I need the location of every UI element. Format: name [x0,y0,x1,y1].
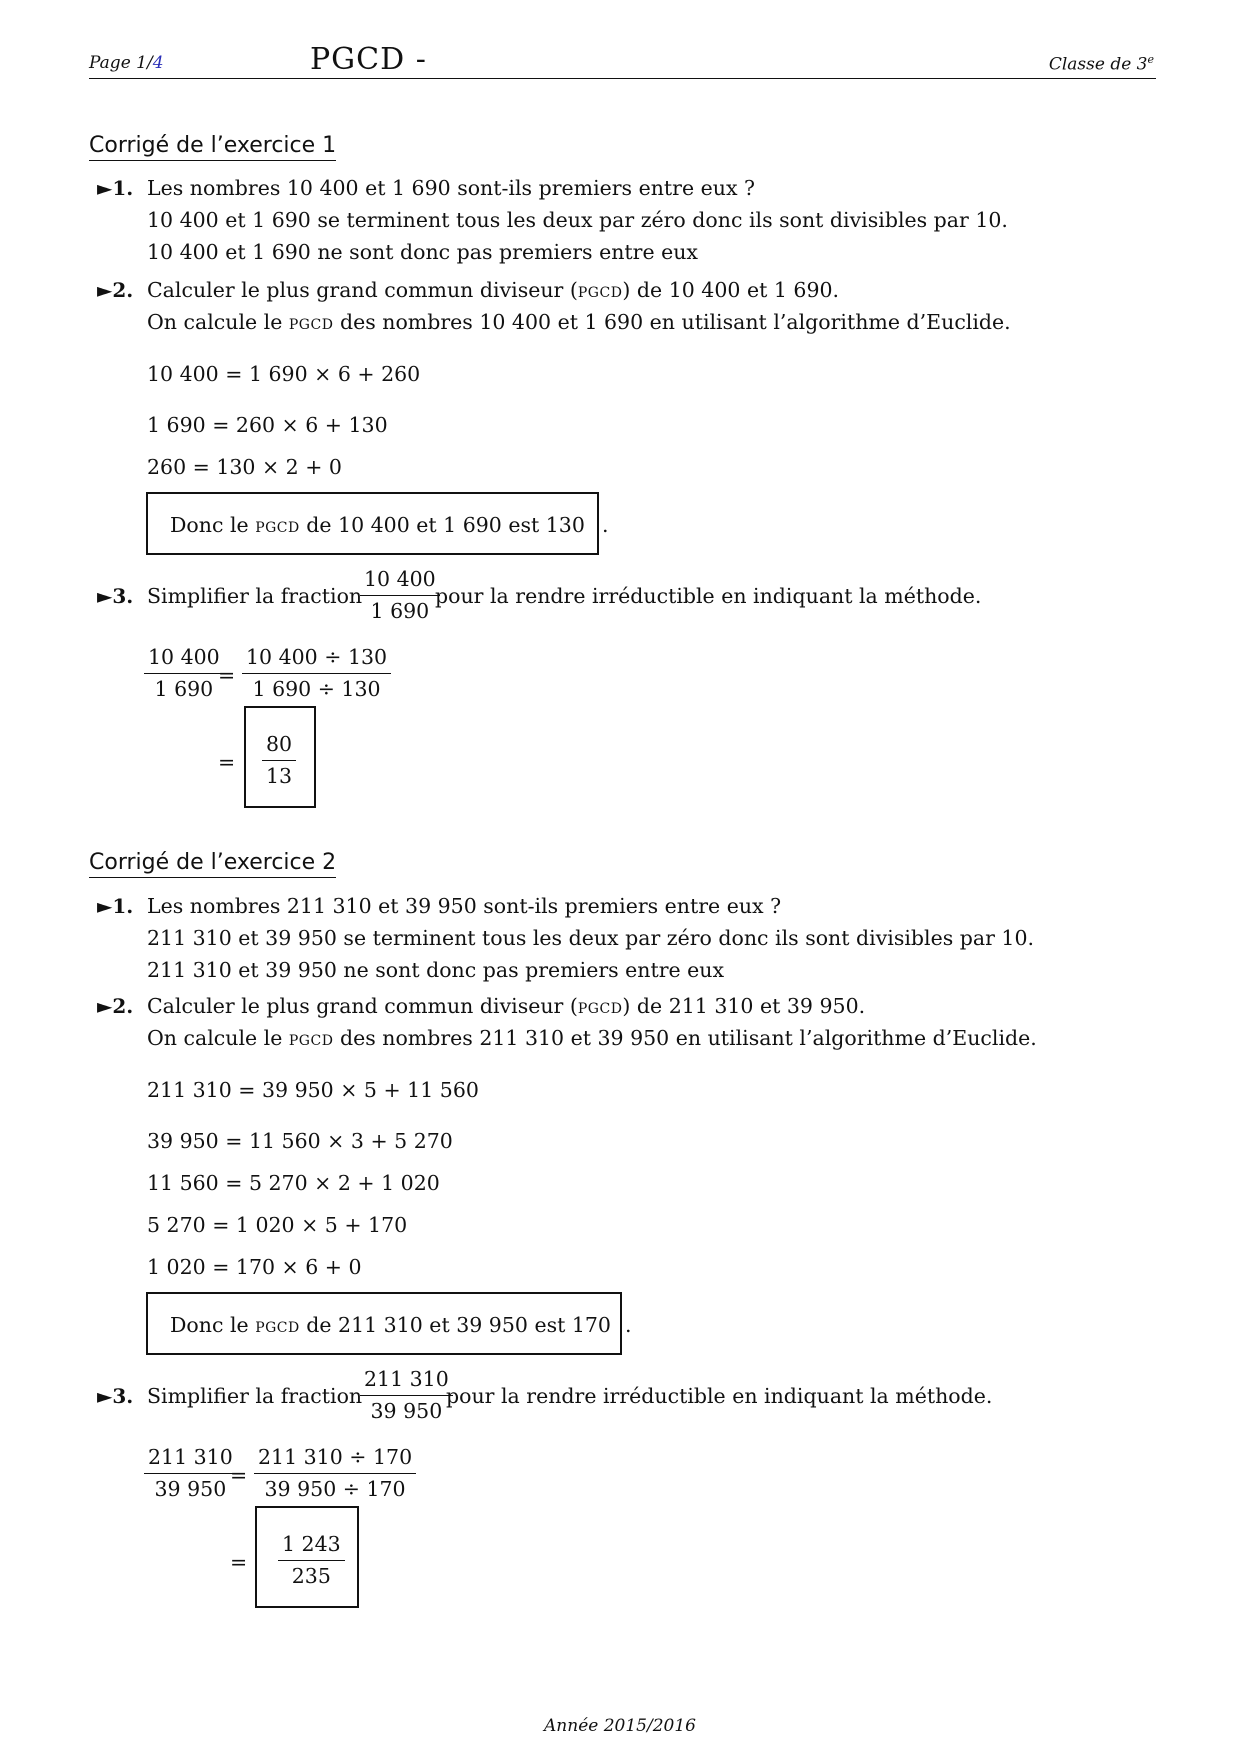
ex1-euclid-step: 10 400 = 1 690 × 6 + 260 [147,362,421,386]
ex2-q2-intro: On calcule le pgcd des nombres 211 310 et 39 950 en utilisant l’algorithme d’Euclide. [147,1026,1037,1050]
ex1-conclusion-period: . [602,513,609,537]
ex1-q2-intro: On calcule le pgcd des nombres 10 400 et 1 690 en utilisant l’algorithme d’Euclide. [147,310,1011,334]
ex1-q3-question-end: pour la rendre irréductible en indiquant la méthode. [435,584,982,608]
ex1-euclid-step: 1 690 = 260 × 6 + 130 [147,413,388,437]
ex2-equals-sign: = [230,1550,248,1574]
ex2-q1-question: Les nombres 211 310 et 39 950 sont-ils premiers entre eux ? [147,894,782,918]
ex2-result-fraction: $\frac{1 243}{235}$ [278,1532,345,1588]
ex1-q2-marker: ►2. [97,278,134,302]
exercise-1-title: Corrigé de l’exercice 1 [89,133,336,161]
ex1-conclusion: Donc le pgcd de 10 400 et 1 690 est 130 [170,513,585,537]
ex1-result-fraction: $\frac{80}{13}$ [262,732,296,788]
ex1-q3-marker: ►3. [97,584,134,608]
page-title: PGCD - [310,42,427,77]
ex2-equals-sign: = [230,1463,248,1487]
class-label: Classe de 3e [1048,53,1154,75]
ex1-q1-marker: ►1. [97,176,134,200]
ex2-q3-fraction: $\frac{211 310}{39 950}$ [360,1367,453,1423]
ex1-q1-answer-line: 10 400 et 1 690 se terminent tous les deux par zéro donc ils sont divisibles par 10. [147,208,1008,232]
ex2-conclusion: Donc le pgcd de 211 310 et 39 950 est 170 [170,1313,611,1337]
ex2-conclusion-period: . [625,1313,632,1337]
ex1-fraction-original: $\frac{10 400}{1 690}$ [144,645,224,701]
ex1-equals-sign: = [218,663,236,687]
ex1-q1-answer-line: 10 400 et 1 690 ne sont donc pas premiers entre eux [147,240,698,264]
page-total-link[interactable]: 4 [152,53,164,73]
ex2-euclid-step: 39 950 = 11 560 × 3 + 5 270 [147,1129,453,1153]
exercise-2-title: Corrigé de l’exercice 2 [89,850,336,878]
ex1-q2-question: Calculer le plus grand commun diviseur (pgcd) de 10 400 et 1 690. [147,278,840,302]
footer-year: Année 2015/2016 [544,1716,696,1736]
ex1-q3-question-start: Simplifier la fraction [147,584,363,608]
ex1-euclid-step: 260 = 130 × 2 + 0 [147,455,342,479]
ex2-q3-marker: ►3. [97,1384,134,1408]
ex2-fraction-divided: $\frac{211 310 \div 170}{39 950 \div 170}$ [254,1445,416,1501]
ex2-q3-question-start: Simplifier la fraction [147,1384,363,1408]
ex2-q1-marker: ►1. [97,894,134,918]
ex2-euclid-step: 11 560 = 5 270 × 2 + 1 020 [147,1171,440,1195]
ex2-fraction-original: $\frac{211 310}{39 950}$ [144,1445,237,1501]
ex2-q2-question: Calculer le plus grand commun diviseur (pgcd) de 211 310 et 39 950. [147,994,866,1018]
ex1-equals-sign: = [218,750,236,774]
ex2-q3-question-end: pour la rendre irréductible en indiquant la méthode. [446,1384,993,1408]
ex2-q2-marker: ►2. [97,994,134,1018]
ex1-q3-fraction: $\frac{10 400}{1 690}$ [360,567,440,623]
header-rule [89,78,1156,79]
ex1-q1-question: Les nombres 10 400 et 1 690 sont-ils premiers entre eux ? [147,176,756,200]
ex2-q1-answer-line: 211 310 et 39 950 se terminent tous les deux par zéro donc ils sont divisibles par 10. [147,926,1035,950]
ex2-euclid-step: 1 020 = 170 × 6 + 0 [147,1255,362,1279]
page-indicator: Page 1/4 [89,53,164,73]
ex2-euclid-step: 211 310 = 39 950 × 5 + 11 560 [147,1078,479,1102]
ex1-fraction-divided: $\frac{10 400 \div 130}{1 690 \div 130}$ [242,645,391,701]
ex2-q1-answer-line: 211 310 et 39 950 ne sont donc pas premiers entre eux [147,958,725,982]
ex2-euclid-step: 5 270 = 1 020 × 5 + 170 [147,1213,408,1237]
